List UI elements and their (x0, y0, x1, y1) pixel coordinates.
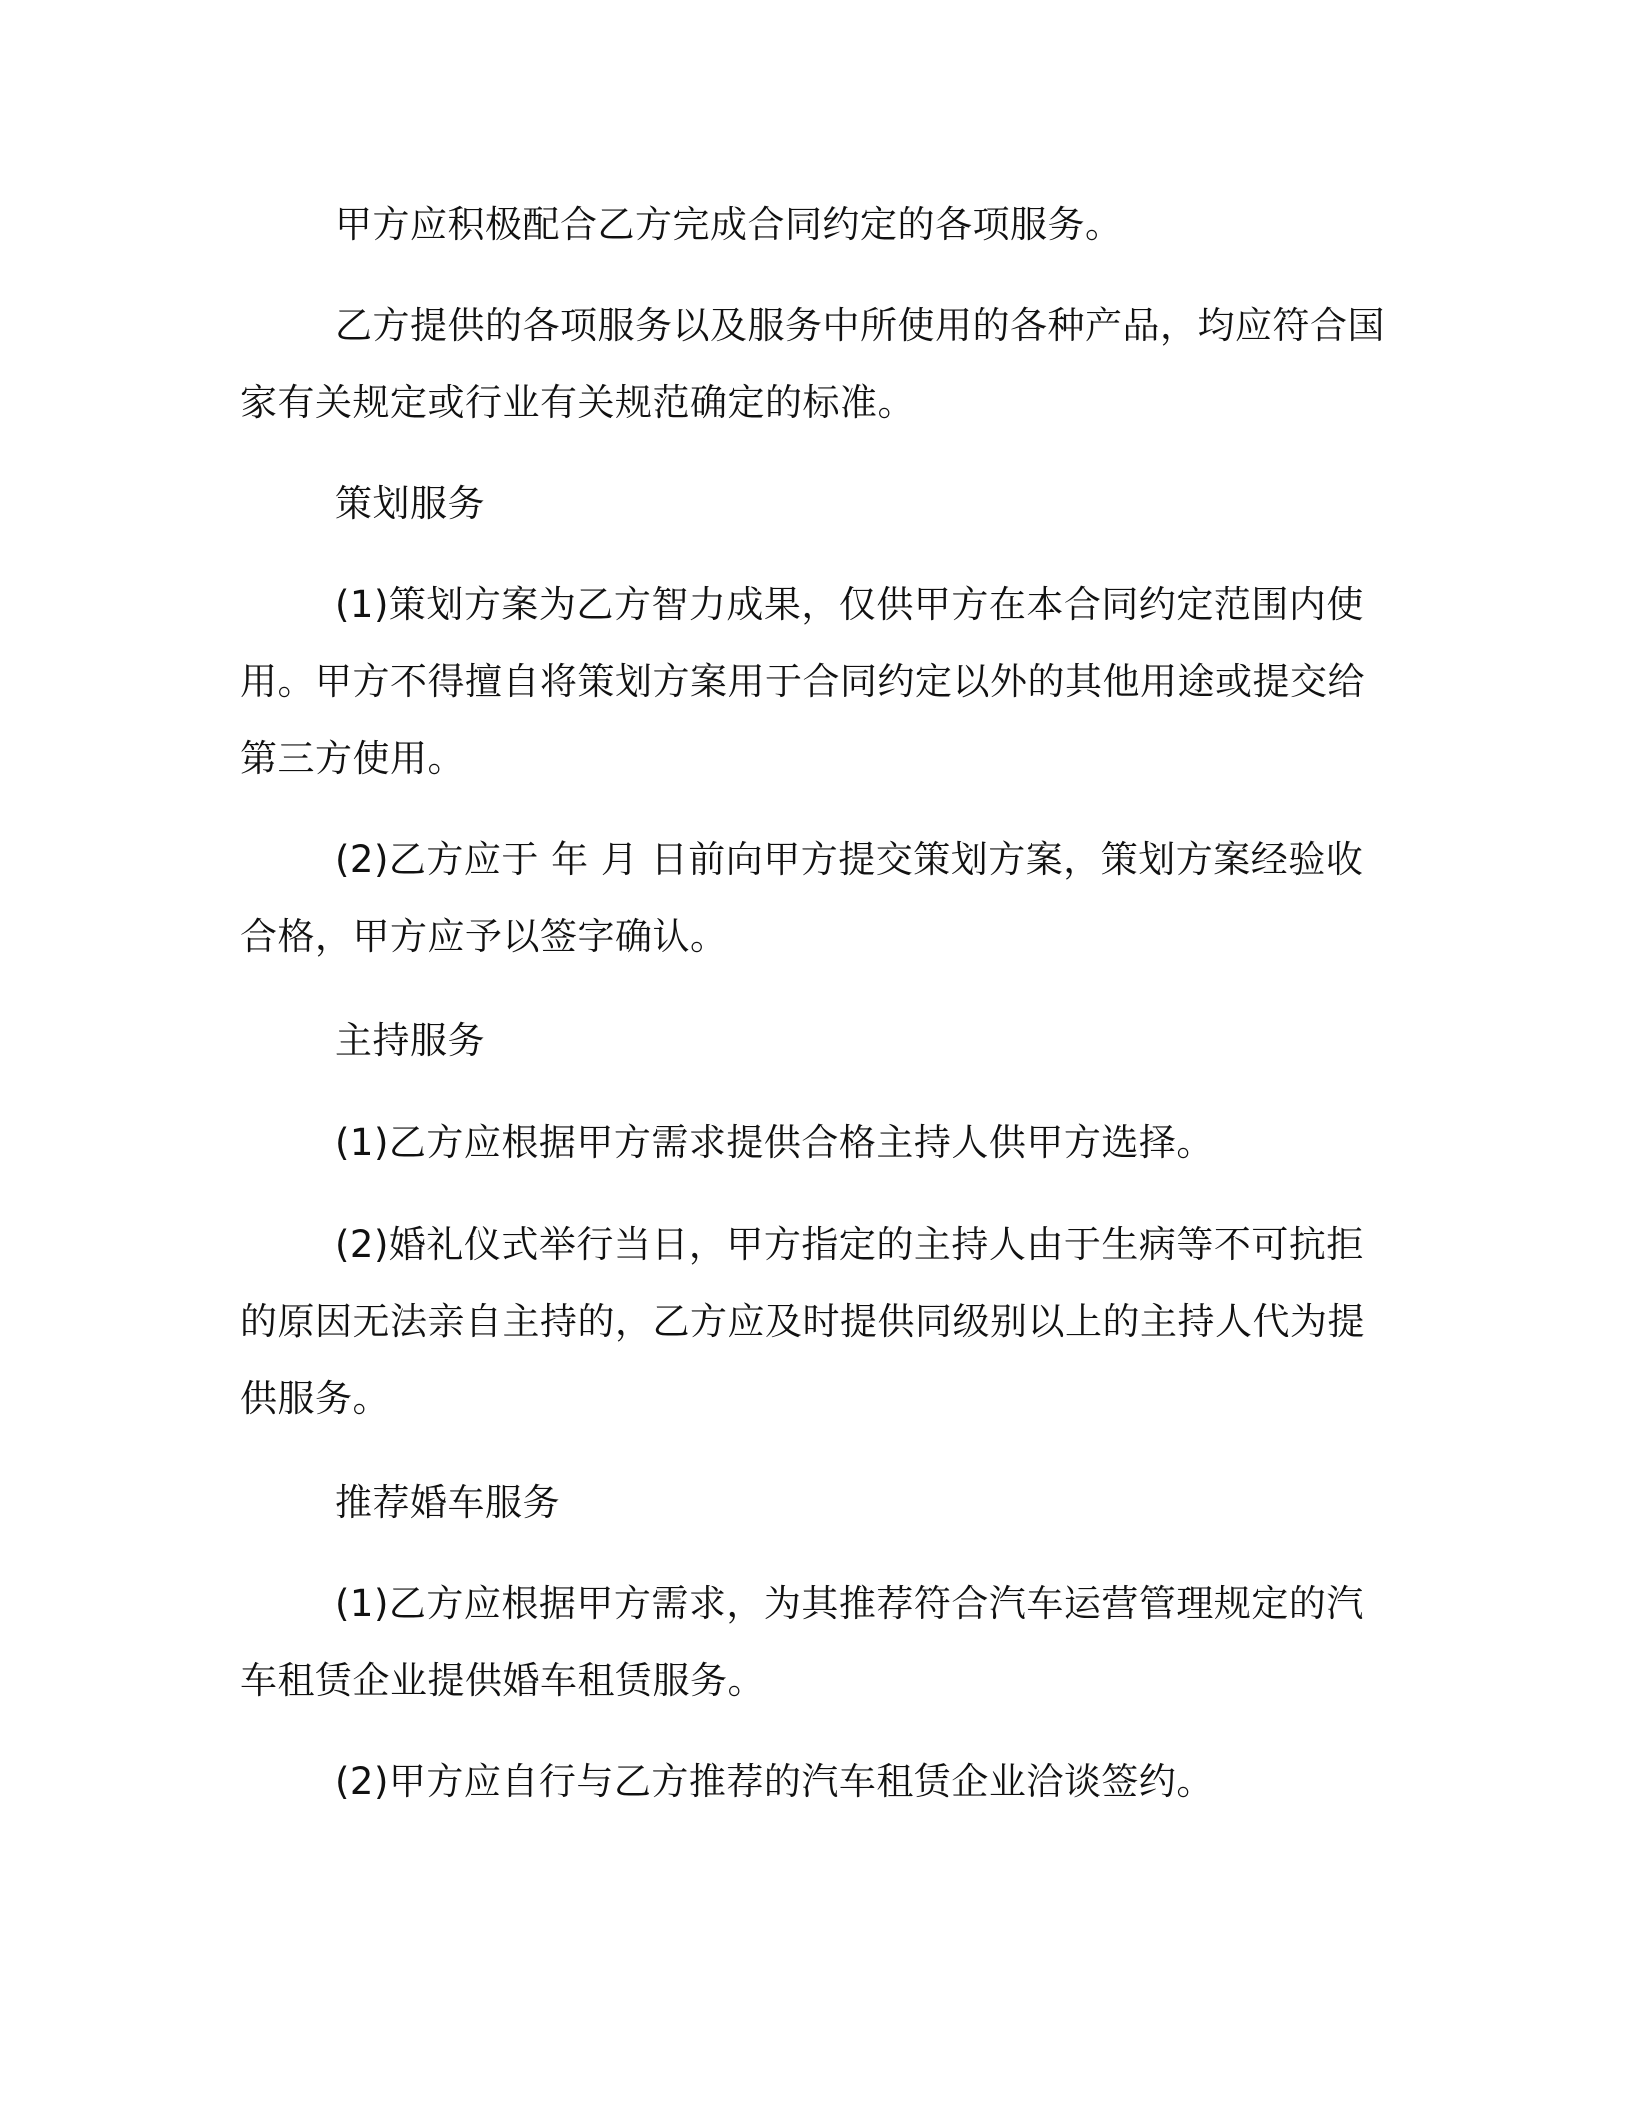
paragraph-car-2: (2)甲方应自行与乙方推荐的汽车租赁企业洽谈签约。 (335, 1760, 1214, 1803)
paragraph-car-1: (1)乙方应根据甲方需求，为其推荐符合汽车运营管理规定的汽车租赁企业提供婚车租赁服务。 (240, 1582, 1364, 1702)
heading-planning-service: 策划服务 (335, 482, 485, 525)
paragraph-host-1: (1)乙方应根据甲方需求提供合格主持人供甲方选择。 (335, 1121, 1214, 1164)
paragraph-planning-2: (2)乙方应于 年 月 日前向甲方提交策划方案，策划方案经验收合格，甲方应予以签字确认。 (240, 838, 1364, 958)
heading-wedding-car-service: 推荐婚车服务 (335, 1481, 560, 1524)
paragraph-cooperation: 甲方应积极配合乙方完成合同约定的各项服务。 (335, 203, 1123, 246)
paragraph-standards: 乙方提供的各项服务以及服务中所使用的各种产品，均应符合国家有关规定或行业有关规范确定的标准。 (240, 304, 1385, 424)
paragraph-host-2: (2)婚礼仪式举行当日，甲方指定的主持人由于生病等不可抗拒的原因无法亲自主持的，乙方应及时提供同级别以上的主持人代为提供服务。 (240, 1223, 1365, 1420)
paragraph-planning-1: (1)策划方案为乙方智力成果，仅供甲方在本合同约定范围内使用。甲方不得擅自将策划方案用于合同约定以外的其他用途或提交给第三方使用。 (240, 583, 1365, 780)
heading-host-service: 主持服务 (335, 1019, 485, 1062)
